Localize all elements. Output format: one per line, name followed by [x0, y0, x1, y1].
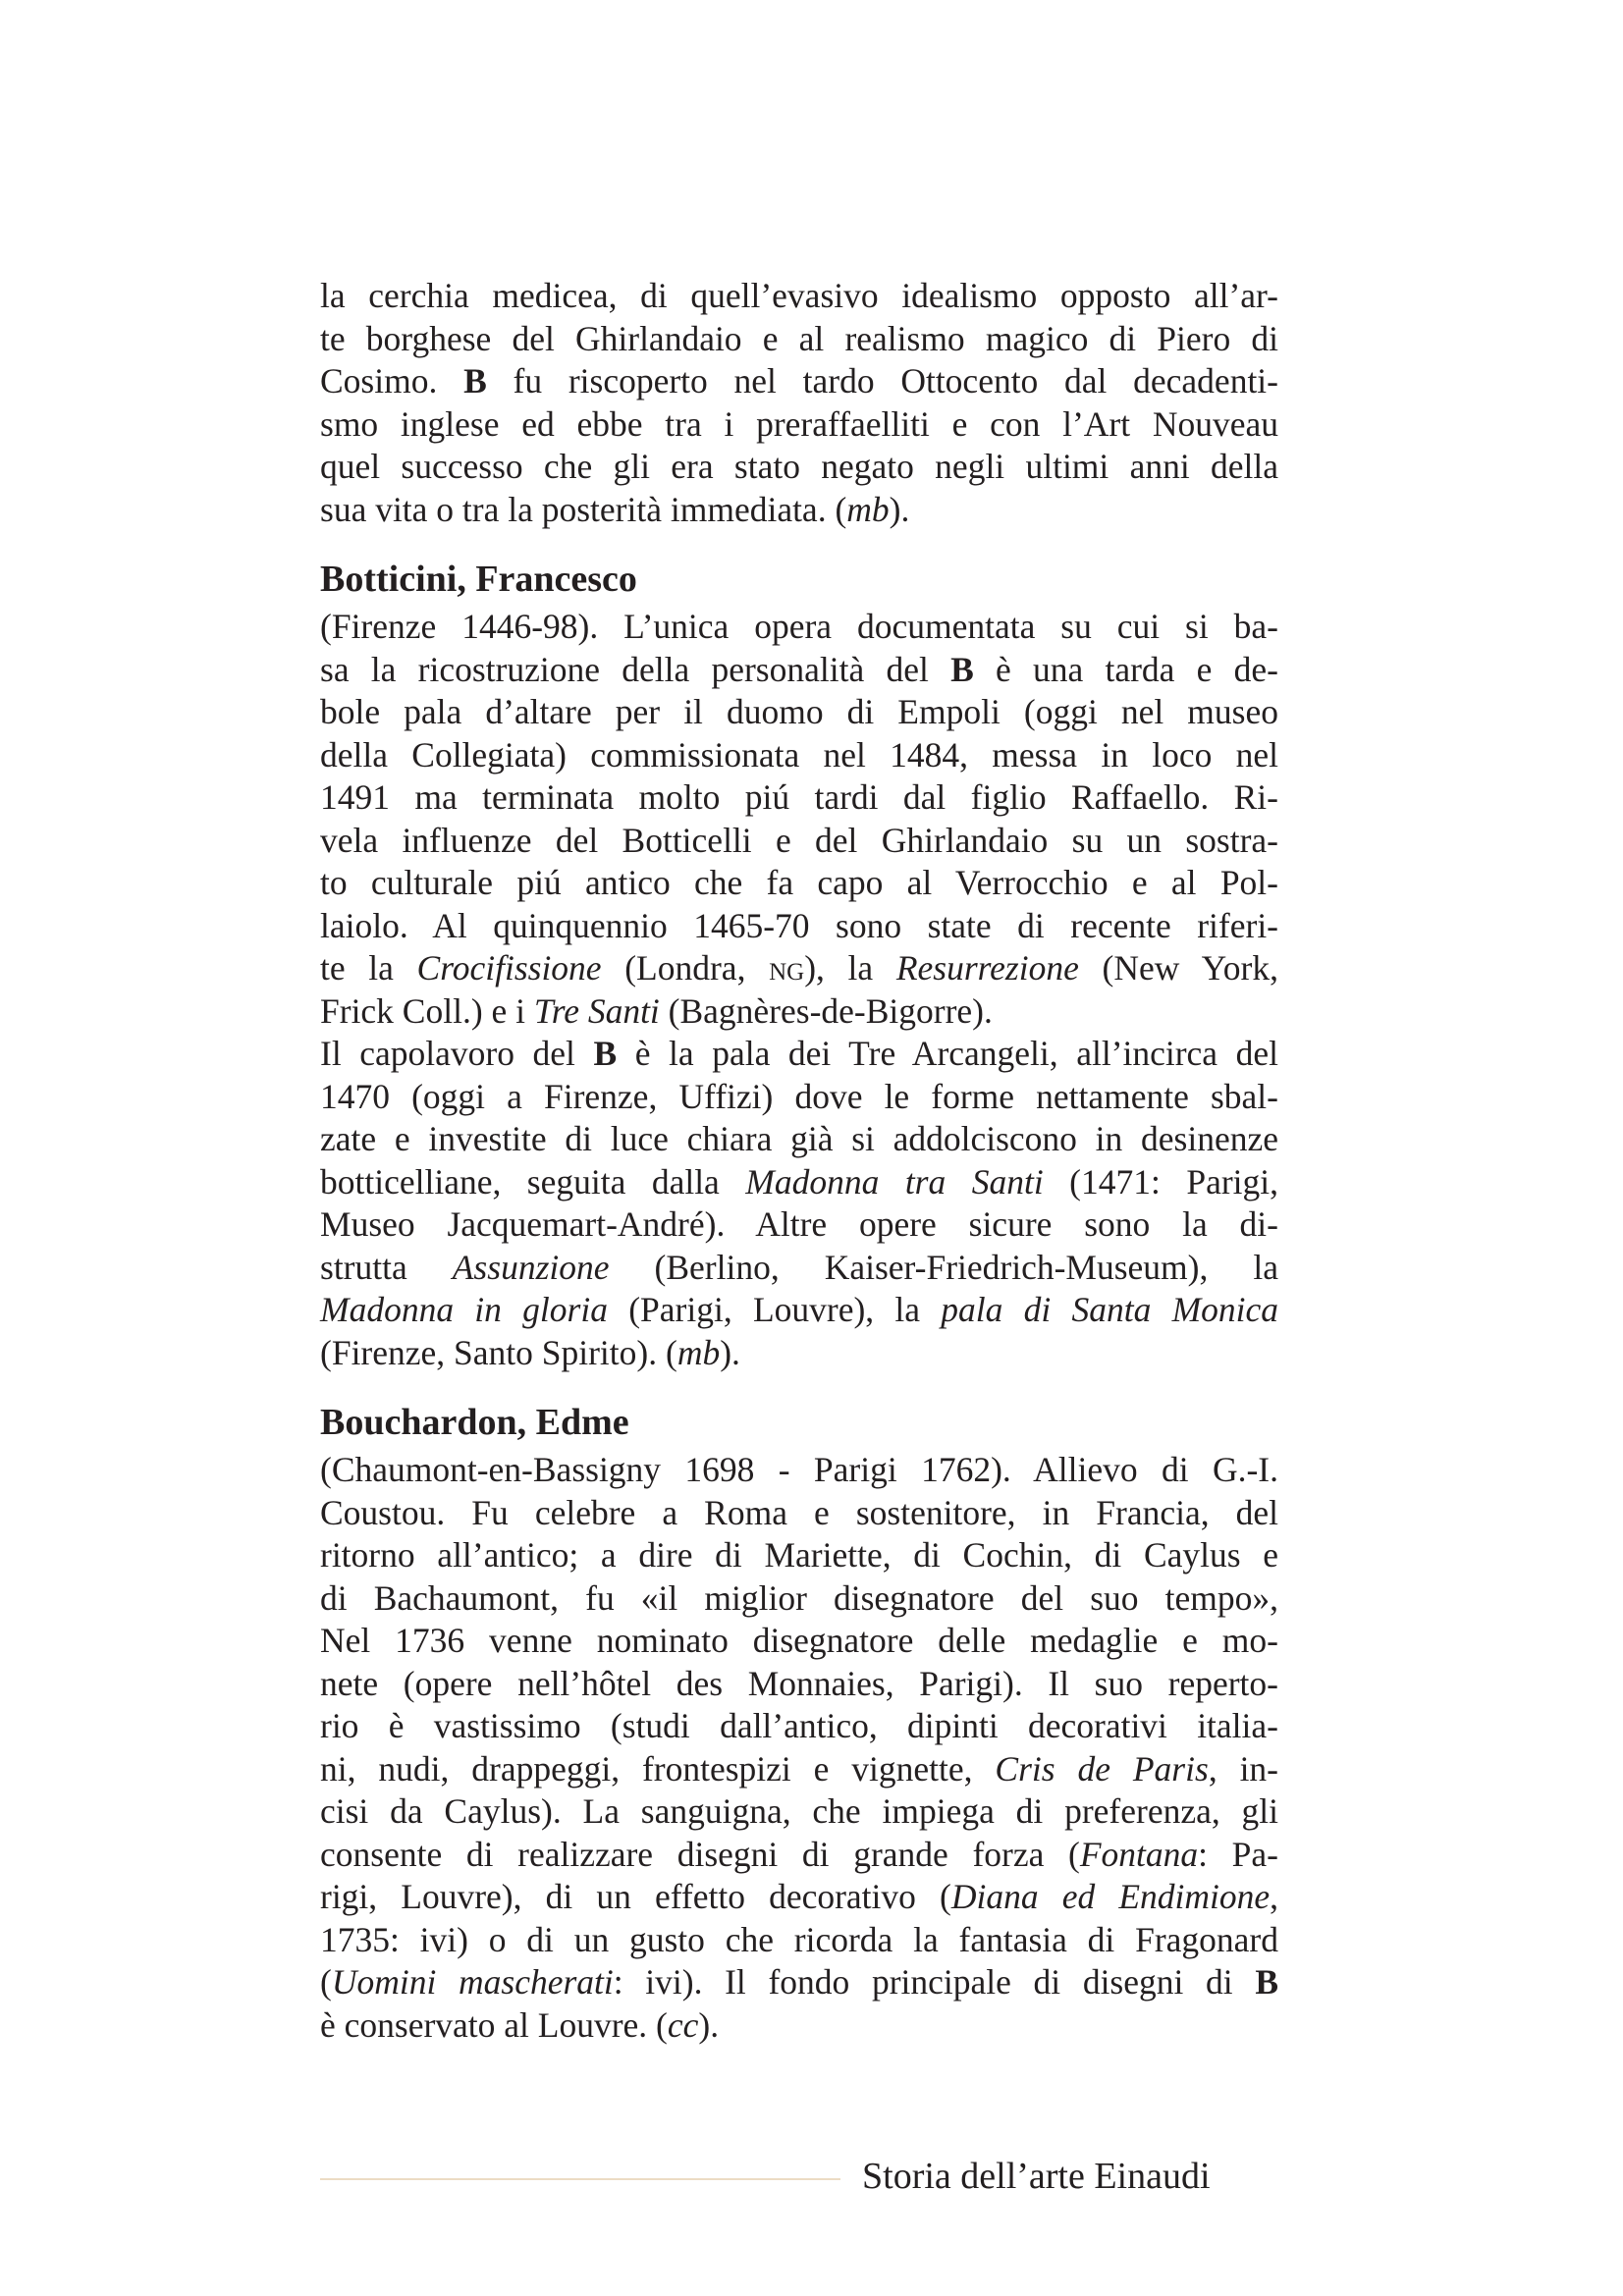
artist-abbrev: B — [593, 1034, 618, 1073]
text-line: la cerchia medicea, di quell’evasivo idealismo opposto all’ar- — [320, 276, 1278, 315]
text-line: Madonna in gloria (Parigi, Louvre), la pala di Santa Monica — [320, 1290, 1279, 1329]
text-line: smo inglese ed ebbe tra i preraffaelliti e con l’Art Nouveau — [320, 403, 1278, 444]
text-line: quel successo che gli era stato negato negli ultimi anni della — [320, 447, 1278, 486]
footer-publication-title: Storia dell’arte Einaudi — [862, 2156, 1211, 2197]
text-line: bole pala d’altare per il duomo di Empoli (oggi nel museo — [320, 692, 1278, 731]
text-line: (Chaumont-en-Bassigny 1698 - Parigi 1762). Allievo di G.-I. — [320, 1450, 1278, 1489]
text-line: zate e investite di luce chiara già si addolciscono in desinenze — [320, 1119, 1278, 1158]
text-line: ritorno all’antico; a dire di Mariette, di Cochin, di Caylus e — [320, 1535, 1278, 1575]
author-initials: mb — [846, 489, 890, 529]
text-line: botticelliane, seguita dalla Madonna tra Santi (1471: Parigi, — [320, 1161, 1278, 1201]
text-line: to culturale piú antico che fa capo al Verrocchio e al Pol- — [320, 863, 1278, 902]
text-line: rio è vastissimo (studi dall’antico, dipinti decorativi italia- — [320, 1706, 1278, 1745]
text-line: Coustou. Fu celebre a Roma e sostenitore, in Francia, del — [320, 1492, 1278, 1532]
text-line: è conservato al Louvre. (cc). — [320, 2004, 720, 2045]
intro-paragraph — [320, 275, 1278, 531]
entry-body-bouchardon — [320, 1449, 1278, 2047]
text-line: laiolo. Al quinquennio 1465-70 sono state di recente riferi- — [320, 905, 1278, 945]
text-line: 1470 (oggi a Firenze, Uffizi) dove le forme nettamente sbal- — [320, 1076, 1278, 1116]
entry-heading-botticini: Botticini, Francesco — [320, 559, 637, 600]
text-line: vela influenze del Botticelli e del Ghirlandaio su un sostra- — [320, 820, 1278, 860]
text-line: sua vita o tra la posterità immediata. (mb). — [320, 489, 910, 529]
text-line: consente di realizzare disegni di grande forza (Fontana: Pa- — [320, 1834, 1279, 1874]
text-line: rigi, Louvre), di un effetto decorativo (Diana ed Endimione, — [320, 1877, 1278, 1916]
text-line: Il capolavoro del B è la pala dei Tre Arcangeli, all’incirca del — [320, 1034, 1278, 1073]
text-line: Nel 1736 venne nominato disegnatore delle medaglie e mo- — [320, 1621, 1278, 1660]
text-line: ni, nudi, drappeggi, frontespizi e vignette, Cris de Paris, in- — [320, 1748, 1279, 1789]
entry-heading-bouchardon: Bouchardon, Edme — [320, 1402, 629, 1443]
text-line: cisi da Caylus). La sanguigna, che impiega di preferenza, gli — [320, 1791, 1278, 1831]
text-line: nete (opere nell’hôtel des Monnaies, Parigi). Il suo reperto- — [320, 1663, 1278, 1703]
text-line: Frick Coll.) e i Tre Santi (Bagnères-de-Bigorre). — [320, 990, 993, 1031]
artist-abbrev: B — [463, 361, 487, 400]
artist-abbrev: B — [1255, 1962, 1278, 2002]
page-body — [320, 275, 1278, 2047]
author-initials: cc — [667, 2004, 699, 2045]
text-line: (Firenze 1446-98). L’unica opera documentata su cui si ba- — [320, 607, 1278, 646]
author-initials: mb — [676, 1332, 721, 1372]
text-line: 1491 ma terminata molto piú tardi dal figlio Raffaello. Ri- — [320, 777, 1278, 817]
text-line: 1735: ivi) o di un gusto che ricorda la fantasia di Fragonard — [320, 1919, 1278, 1959]
artist-abbrev: B — [950, 649, 974, 689]
text-line: Museo Jacquemart-André). Altre opere sicure sono la di- — [320, 1204, 1278, 1244]
text-line: sa la ricostruzione della personalità del B è una tarda e de- — [320, 649, 1278, 689]
text-line: di Bachaumont, fu «il miglior disegnatore del suo tempo», — [320, 1577, 1278, 1618]
text-line: Cosimo. B fu riscoperto nel tardo Ottocento dal decadenti- — [320, 361, 1278, 400]
text-line: (Uomini mascherati: ivi). Il fondo principale di disegni di B — [320, 1962, 1278, 2002]
footer-rule — [320, 2178, 840, 2180]
entry-body-botticini — [320, 606, 1278, 1374]
text-line: (Firenze, Santo Spirito). (mb). — [320, 1332, 740, 1372]
text-line: della Collegiata) commissionata nel 1484, messa in loco nel — [320, 734, 1278, 774]
text-line: te borghese del Ghirlandaio e al realismo magico di Piero di — [320, 318, 1278, 358]
text-line: te la Crocifissione (Londra, ng), la Resurrezione (New York, — [320, 948, 1278, 988]
text-line: strutta Assunzione (Berlino, Kaiser-Friedrich-Museum), la — [320, 1247, 1278, 1287]
